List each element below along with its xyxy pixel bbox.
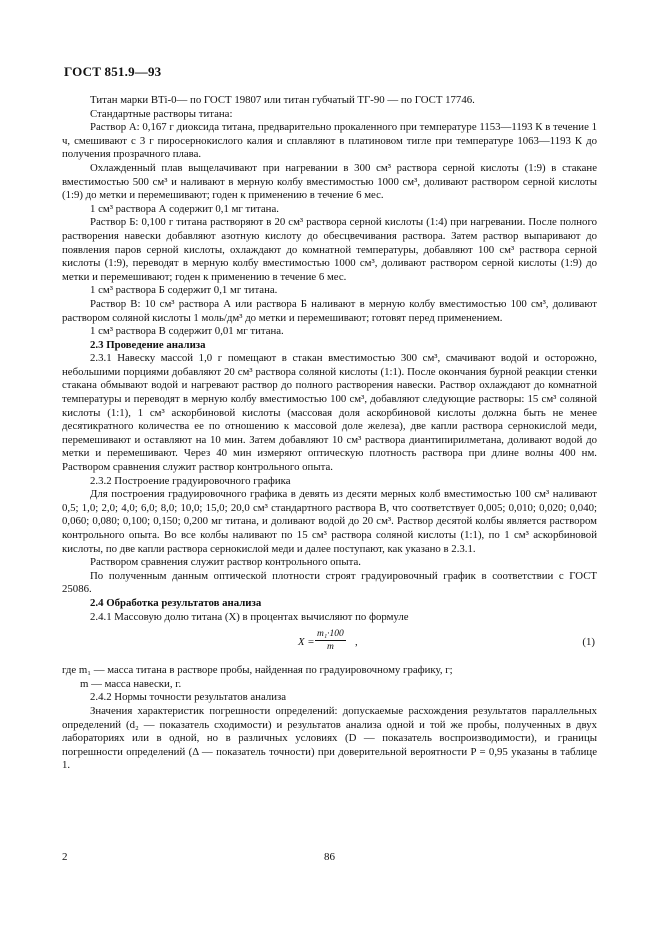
paragraph-2-3-1: 2.3.1 Навеску массой 1,0 г помещают в стакан вместимостью 300 см³, смачивают водой и осторожно, небольшими порциями добавляют 20 см³ раствора соляной кислоты (1:1). После окончания бурной реакции стенки стакана обмывают водой и нагревают раствор до полного растворения навески. Раствор охлаждают до комнатной температуры и переводят в мерную колбу вместимостью 100 см³, добавляют следующие растворы: 15 см³ соляной кислоты (1:1), 1 см³ аскорбиновой кислоты (массовая доля аскорбиновой кислоты должна быть не менее десятикратного количества ее по отношению к массовой доле железа), две капли раствора сернокислой меди, перемешивают и оставляют на 10 мин. Затем добавляют 10 см³ раствора диантипирилметана, доливают водой до метки и перемешивают. Через 40 мин измеряют оптическую плотность раствора при длине волны 400 нм. Раствором сравнения служит раствор контрольного опыта. (62, 352, 597, 474)
formula-lhs: X = (298, 636, 315, 649)
paragraph: Стандартные растворы титана: (90, 107, 233, 120)
page-number-left: 2 (62, 851, 68, 863)
where-line-m1: где m₁ — масса титана в растворе пробы, найденная по градуировочному графику, г; (62, 664, 453, 677)
paragraph: 1 см³ раствора Б содержит 0,1 мг титана. (90, 284, 278, 297)
paragraph-2-4-1: 2.4.1 Массовую долю титана (X) в процентах вычисляют по формуле (90, 610, 409, 623)
formula-number: (1) (582, 636, 595, 649)
formula-numerator: m₁·100 (317, 629, 344, 640)
paragraph: Титан марки ВТі-0— по ГОСТ 19807 или титан губчатый ТГ-90 — по ГОСТ 17746. (90, 94, 475, 106)
formula-fraction (315, 628, 346, 653)
document-header: ГОСТ 851.9—93 (64, 64, 162, 79)
page-number-center: 86 (324, 851, 335, 863)
paragraph: 1 см³ раствора А содержит 0,1 мг титана. (90, 202, 279, 215)
paragraph: Раствор В: 10 см³ раствора А или раствора Б наливают в мерную колбу вместимостью 100 см³, доливают раствором соляной кислоты 1 моль/дм³ до метки и перемешивают; готовят перед применением. (62, 297, 597, 324)
paragraph: Раствором сравнения служит раствор контрольного опыта. (90, 556, 361, 569)
subsection-title-2-4-2: 2.4.2 Нормы точности результатов анализа (90, 691, 287, 704)
paragraph: Раствор А: 0,167 г диоксида титана, предварительно прокаленного при температуре 1153—1193 К в течение 1 ч, смешивают с 3 г пиросернокислого калия и сплавляют в платиновом тигле при температуре 1063—1193 К до получения прозрачного плава. (62, 121, 597, 161)
section-heading-2-4: 2.4 Обработка результатов анализа (90, 596, 262, 609)
subsection-title-2-3-2: 2.3.2 Построение градуировочного графика (90, 474, 291, 487)
paragraph-2-3-2: Для построения градуировочного графика в девять из десяти мерных колб вместимостью 100 см³ наливают 0,5; 1,0; 2,0; 4,0; 6,0; 8,0; 10,0; 15,0; 20,0 см³ стандартного раствора В, что соответствует 0,005; 0,010; 0,020; 0,040; 0,060; 0,080; 0,100; 0,150; 0,200 мг титана, и доливают водой до 20 см³. Раствор десятой колбы является раствором контрольного опыта. Во все колбы наливают по 15 см³ раствора соляной кислоты (1:1), по 1 см³ аскорбиновой кислоты, по две капли раствора сернокислой меди и далее поступают, как указано в 2.3.1. (62, 488, 597, 555)
document-body (62, 94, 597, 773)
where-line-m: m — масса навески, г. (80, 677, 182, 690)
paragraph: 1 см³ раствора В содержит 0,01 мг титана. (90, 325, 284, 338)
formula-1 (62, 626, 597, 662)
formula-comma: , (355, 636, 358, 649)
formula-denominator: m (326, 642, 334, 653)
paragraph: По полученным данным оптической плотности строят градуировочный график в соответствии с ГОСТ 25086. (62, 569, 597, 596)
paragraph: Охлажденный плав выщелачивают при нагревании в 300 см³ раствора серной кислоты (1:9) в стакане вместимостью 500 см³ и наливают в мерную колбу вместимостью 1000 см³, доливают раствором серной кислоты (1:9) до метки и перемешивают; годен к применению в течение 6 мес. (62, 161, 597, 202)
paragraph: Раствор Б: 0,100 г титана растворяют в 20 см³ раствора серной кислоты (1:4) при нагревании. После полного растворения навески добавляют азотную кислоту до обесцвечивания раствора. Затем раствор выпаривают до появления паров серной кислоты, охлаждают до комнатной температуры, добавляют 100 см³ раствора серной кислоты (1:9), переводят в мерную колбу вместимостью 1000 см³, доливают раствором серной кислоты (1:9) до метки и перемешивают; годен к применению в течение 6 мес. (62, 216, 597, 283)
section-heading-2-3: 2.3 Проведение анализа (90, 338, 206, 351)
paragraph-2-4-2: Значения характеристик погрешности определений: допускаемые расхождения результатов параллельных определений (d₂ — показатель сходимости) и результатов анализа одной и той же пробы, полученных в двух лабораториях или в одной, но в различных условиях (D — показатель воспроизводимости), и границы погрешности определений (Δ — показатель точности) при доверительной вероятности P = 0,95 указаны в таблице 1. (62, 704, 597, 772)
